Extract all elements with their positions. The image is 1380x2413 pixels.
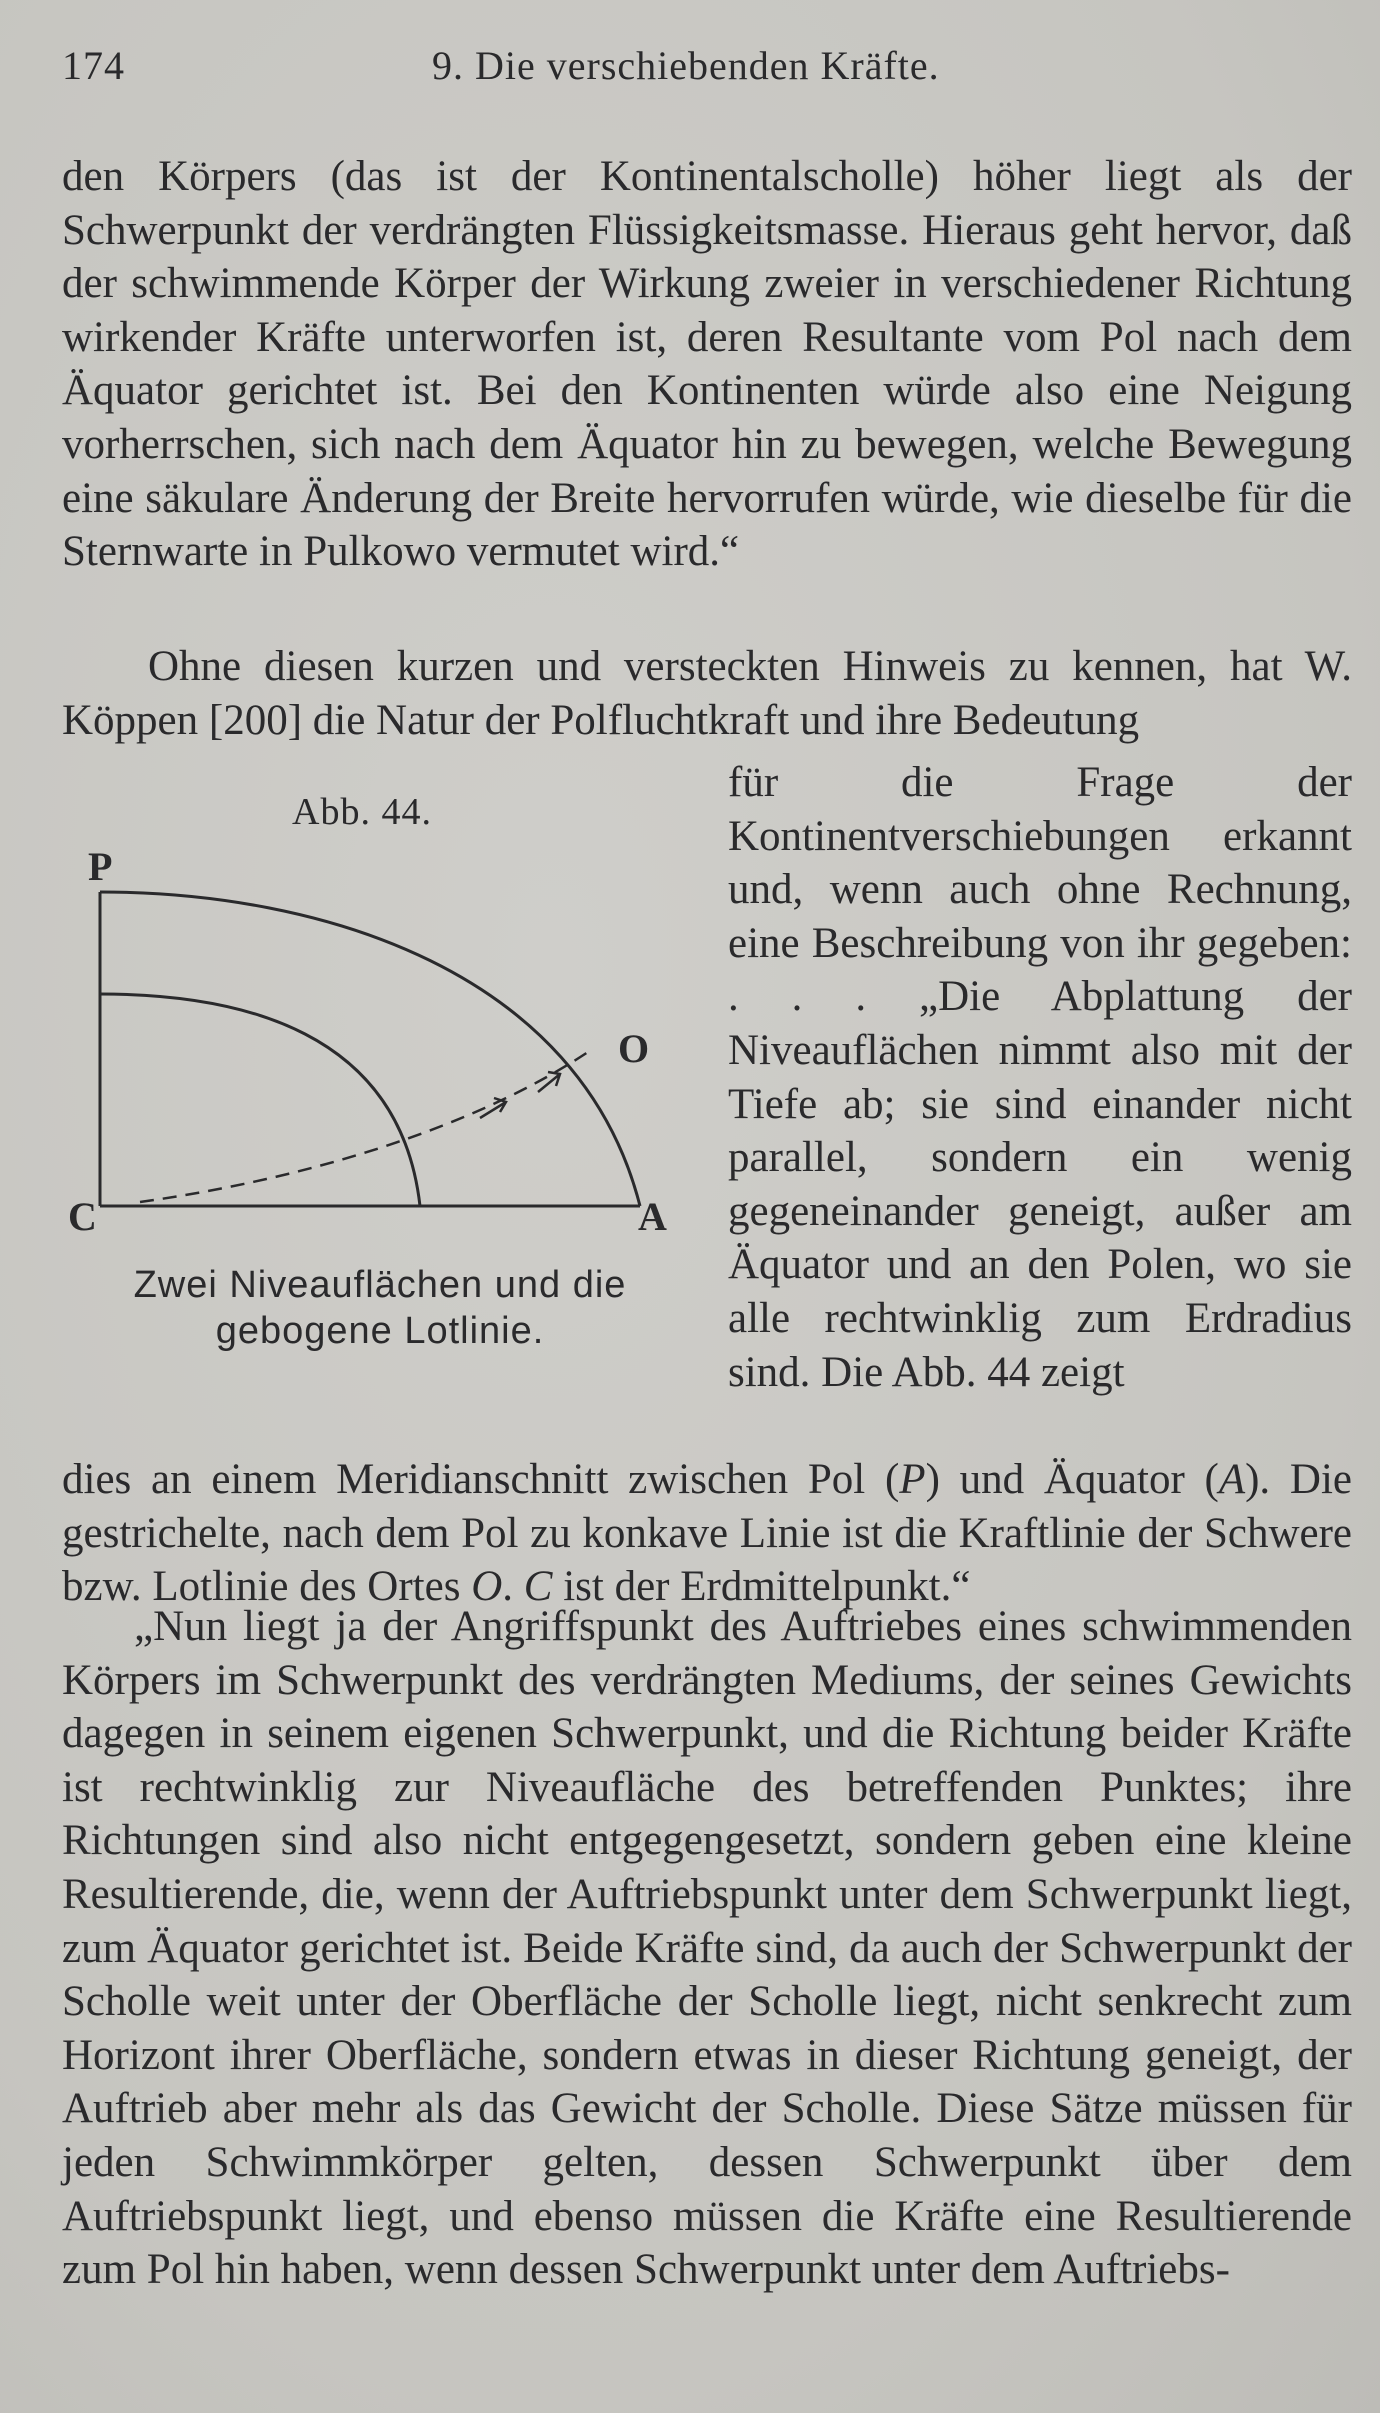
page-header (62, 42, 1352, 102)
figure-44 (60, 790, 700, 1350)
paragraph-2-wrap: für die Frage der Kontinentverschiebungen erkannt und, wenn auch ohne Rechnung, eine Beschreibung von ihr gegeben: . . . „Die Abplattung der Niveauflächen nimmt also mit der Tiefe ab; sie sind einander nicht parallel, sondern ein wenig gegeneinander geneigt, außer am Äquator und an den Polen, wo sie alle rechtwinklig zum Erdradius sind. Die Abb. 44 zeigt (728, 759, 1352, 1396)
paragraph-3 (62, 1453, 1353, 1611)
plumb-line (140, 1052, 588, 1202)
arrow-2 (538, 1072, 560, 1092)
label-c: C (68, 1194, 97, 1239)
label-o: O (618, 1026, 650, 1071)
p3-symbol-o: O (471, 1563, 503, 1611)
outer-level-surface (100, 892, 640, 1206)
label-a: A (638, 1194, 667, 1239)
inner-level-surface (100, 994, 420, 1206)
figure-caption (60, 1262, 700, 1354)
p3-text-d: . (502, 1563, 524, 1611)
p3-text-a: dies an einem Meridianschnitt zwischen Pol ( (62, 1456, 900, 1503)
caption-line-2: gebogene Lotlinie. (215, 1310, 545, 1352)
paragraph-2-intro (62, 640, 1352, 770)
caption-line-1: Zwei Niveauflächen und die (133, 1264, 627, 1306)
figure-title: Abb. 44. (292, 791, 432, 833)
p3-symbol-a: A (1218, 1456, 1246, 1503)
p3-text-e: ist der Erdmittelpunkt.“ (552, 1563, 971, 1611)
figure-diagram (60, 830, 700, 1250)
page-number: 174 (62, 43, 125, 88)
label-p: P (88, 844, 113, 889)
paragraph-1: den Körpers (das ist der Kontinentalscholle) höher liegt als der Schwerpunkt der verdrängten Flüssigkeitsmasse. Hieraus geht hervor, daß der schwimmende Körper der Wirkung zweier in verschiedener Richtung wirkender Kräfte unterworfen ist, deren Resultante vom Pol nach dem Äquator gerichtet ist. Bei den Kontinenten würde also eine Neigung vorherrschen, sich nach dem Äquator hin zu bewegen, welche Bewegung eine säkulare Änderung der Breite hervorrufen würde, wie dieselbe für die Sternwarte in Pulkowo vermutet wird.“ (62, 153, 1352, 576)
paragraph-2-intro-text: Ohne diesen kurzen und versteckten Hinweis zu kennen, hat W. Köppen [200] die Natur der Polfluchtkraft und ihre Bedeutung (62, 643, 1352, 744)
p3-text-b: ) und Äquator ( (925, 1456, 1219, 1503)
p3-symbol-c: C (523, 1563, 553, 1611)
running-head: 9. Die verschiebenden Kräfte. (432, 43, 940, 88)
p3-text-c: ). Die gestrichelte, nach dem Pol zu konkave Linie ist die Kraftlinie der Schwere bzw. Lotlinie des Ortes (62, 1456, 1353, 1611)
paragraph-4: „Nun liegt ja der Angriffspunkt des Auftriebes eines schwimmenden Körpers im Schwerpunkt des verdrängten Mediums, der seines Gewichts dagegen in seinem eigenen Schwerpunkt, und die Richtung beider Kräfte ist rechtwinklig zur Niveaufläche des betreffenden Punktes; ihre Richtungen sind also nicht entgegengesetzt, sondern geben eine kleine Resultierende, die, wenn der Auftriebspunkt unter dem Schwerpunkt liegt, zum Äquator gerichtet ist. Beide Kräfte sind, da auch der Schwerpunkt der Scholle weit unter der Oberfläche der Scholle liegt, nicht senkrecht zum Horizont ihrer Oberfläche, sondern etwas in dieser Richtung geneigt, der Auftrieb aber mehr als das Gewicht der Scholle. Diese Sätze müssen für jeden Schwimmkörper gelten, dessen Schwerpunkt über dem Auftriebspunkt liegt, und ebenso müssen die Kräfte eine Resultierende zum Pol hin haben, wenn dessen Schwerpunkt unter dem Auftriebs- (62, 1603, 1352, 2294)
p3-symbol-p: P (899, 1456, 926, 1503)
